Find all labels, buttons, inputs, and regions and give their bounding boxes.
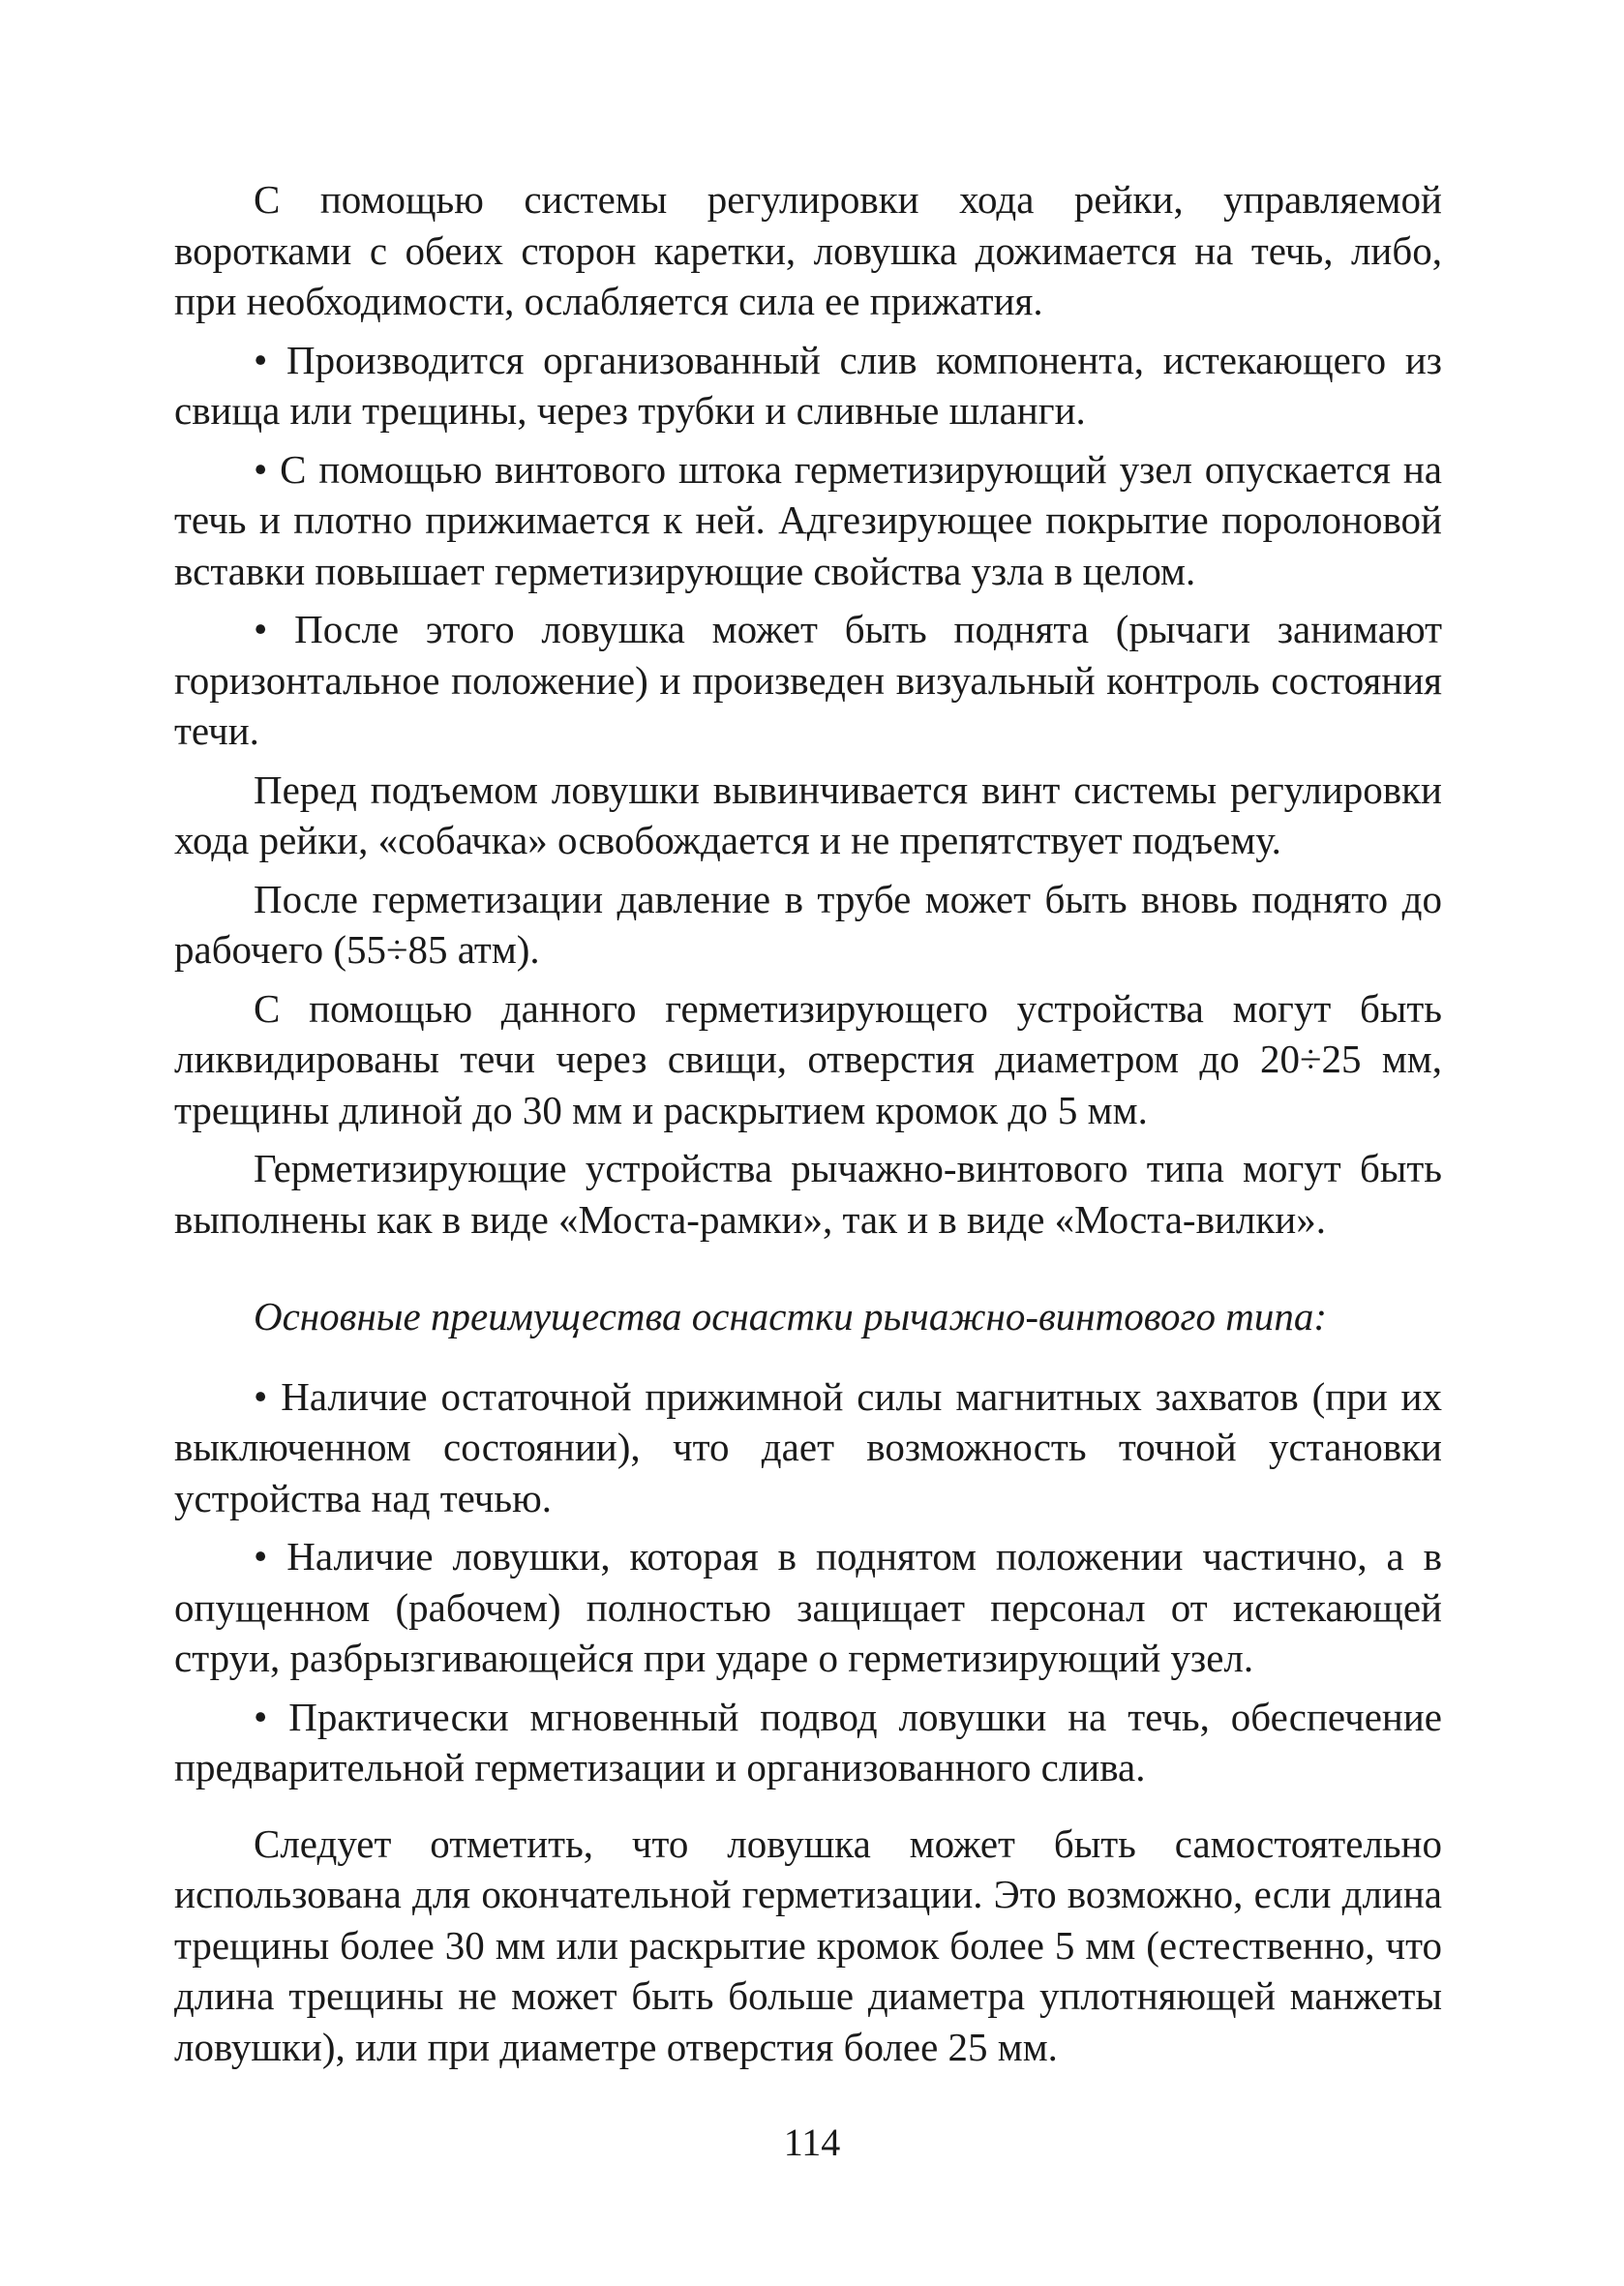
bullet-paragraph: • С помощью винтового штока герметизирующий узел опускается на течь и плотно прижимается к ней. Адгезирующее покрытие поролоновой вставки повышает герметизирующие свойства узла в целом. — [174, 446, 1442, 593]
section-heading: Основные преимущества оснастки рычажно-винтового типа: — [254, 1294, 1328, 1339]
paragraph: С помощью данного герметизирующего устройства могут быть ликвидированы течи через свищи, отверстия диаметром до 20÷25 мм, трещины длиной до 30 мм и раскрытием кромок до 5 мм. — [174, 985, 1442, 1132]
paragraph: После герметизации давление в трубе может быть вновь поднято до рабочего (55÷85 атм). — [174, 876, 1442, 972]
bullet-paragraph: • После этого ловушка может быть поднята (рычаги занимают горизонтальное положение) и произведен визуальный контроль состояния течи. — [174, 607, 1442, 753]
paragraph: Следует отметить, что ловушка может быть самостоятельно использована для окончательной герметизации. Это возможно, если длина трещины более 30 мм или раскрытие кромок более 5 мм (естественно, что длина трещины не может быть больше диаметра уплотняющей манжеты ловушки), или при диаметре отверстия более 25 мм. — [174, 1820, 1442, 2069]
page-body — [174, 174, 1442, 2080]
bullet-paragraph: • Практически мгновенный подвод ловушки на течь, обеспечение предварительной герметизации и организованного слива. — [174, 1694, 1442, 1790]
paragraph: С помощью системы регулировки хода рейки, управляемой воротками с обеих сторон каретки, ловушка дожимается на течь, либо, при необходимости, ослабляется сила ее прижатия. — [174, 177, 1442, 323]
paragraph: Герметизирующие устройства рычажно-винтового типа могут быть выполнены как в виде «Моста-рамки», так и в виде «Моста-вилки». — [174, 1146, 1442, 1242]
bullet-paragraph: • Производится организованный слив компонента, истекающего из свища или трещины, через трубки и сливные шланги. — [174, 337, 1442, 433]
page-number: 114 — [783, 2121, 841, 2164]
bullet-paragraph: • Наличие ловушки, которая в поднятом положении частично, а в опущенном (рабочем) полностью защищает персонал от истекающей струи, разбрызгивающейся при ударе о герметизирующий узел. — [174, 1534, 1442, 1680]
bullet-paragraph: • Наличие остаточной прижимной силы магнитных захватов (при их выключенном состоянии), что дает возможность точной установки устройства над течью. — [174, 1373, 1442, 1520]
paragraph: Перед подъемом ловушки вывинчивается винт системы регулировки хода рейки, «собачка» освобождается и не препятствует подъему. — [174, 767, 1442, 862]
